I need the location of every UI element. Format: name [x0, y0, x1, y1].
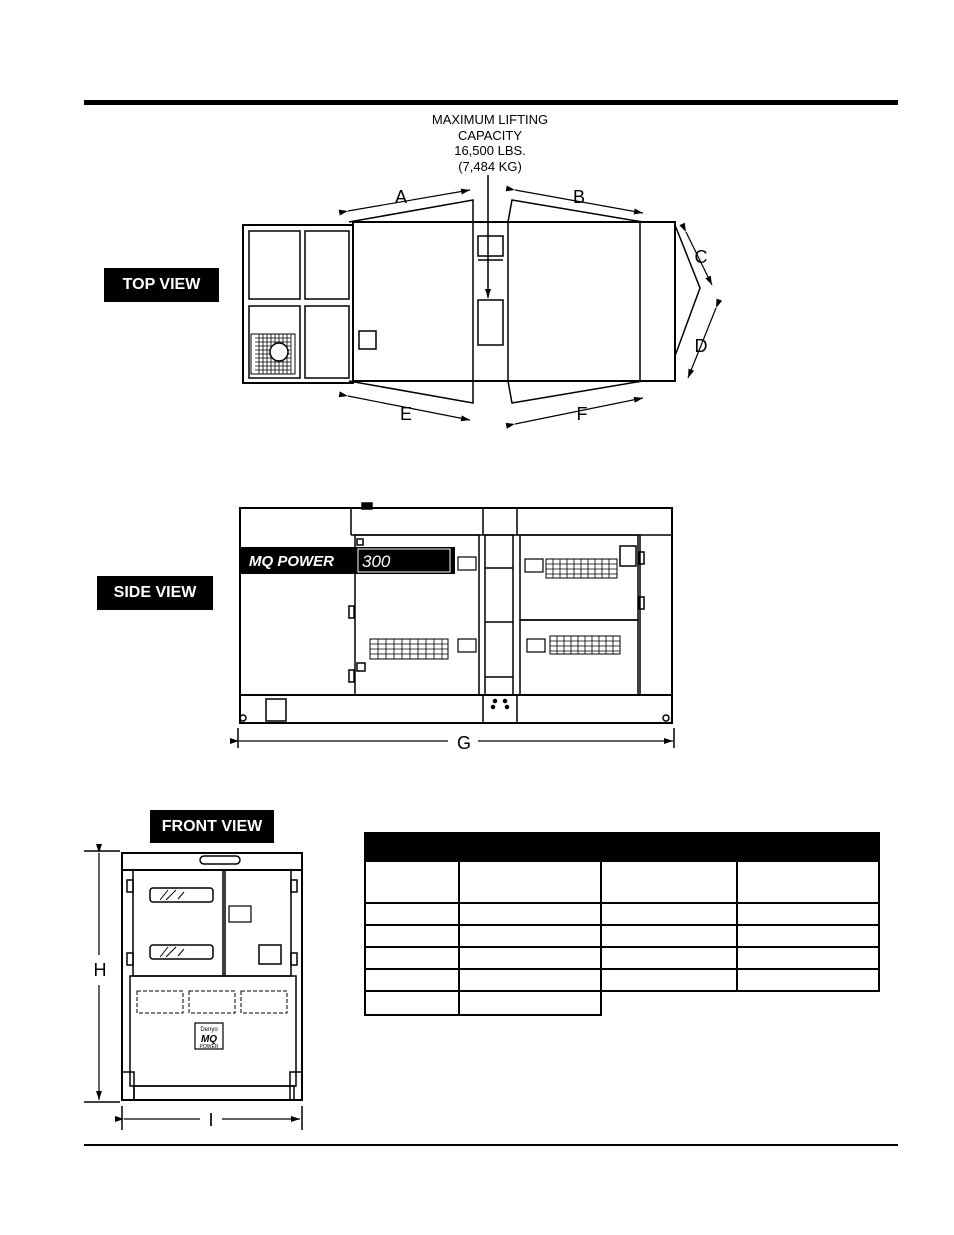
table-cell [365, 925, 459, 947]
table-cell [459, 925, 601, 947]
side-view-label: SIDE VIEW [97, 576, 213, 610]
table-cell [459, 969, 601, 991]
dim-label-h: H [93, 960, 107, 980]
lifting-line-3: 16,500 LBS. [454, 143, 526, 158]
lifting-line-4: (7,484 KG) [458, 158, 522, 174]
table-cell [737, 969, 879, 991]
top-view-drawing [243, 175, 716, 424]
dim-label-g: G [456, 733, 472, 753]
dimension-table [364, 832, 880, 1016]
table-row [365, 861, 879, 903]
lifting-line-1: MAXIMUM LIFTING [431, 112, 549, 127]
front-view-drawing [84, 851, 302, 1130]
dim-label-b: B [572, 187, 586, 207]
table-row [365, 925, 879, 947]
badge-sub-text: POWER [199, 1044, 219, 1050]
table-cell [601, 947, 737, 969]
table-cell [737, 947, 879, 969]
table-cell [459, 991, 601, 1015]
table-cell [365, 903, 459, 925]
table-cell [459, 861, 601, 903]
table-cell [601, 925, 737, 947]
table-row [365, 947, 879, 969]
table-cell [365, 991, 459, 1015]
table-cell [365, 947, 459, 969]
brand-logo: MQ POWER [249, 553, 334, 570]
table-cell [601, 969, 737, 991]
table-cell [365, 861, 459, 903]
table-cell [459, 903, 601, 925]
lifting-line-2: CAPACITY [457, 127, 523, 143]
side-view-drawing [238, 503, 674, 748]
table-cell [459, 947, 601, 969]
table-header [365, 833, 879, 861]
table-row [365, 969, 879, 991]
side-view-logo-band [240, 547, 455, 574]
table-cell [601, 861, 737, 903]
top-view-label: TOP VIEW [104, 268, 219, 302]
dim-label-a: A [394, 187, 408, 207]
dim-label-i: I [208, 1110, 214, 1130]
badge-main-text: MQ [200, 1034, 218, 1045]
dim-label-f: F [576, 404, 588, 424]
table-cell [601, 903, 737, 925]
front-badge [195, 1023, 223, 1050]
table-cell [365, 969, 459, 991]
table-cell [737, 861, 879, 903]
table-row [365, 903, 879, 925]
dim-label-c: C [694, 247, 708, 267]
front-view-label: FRONT VIEW [150, 810, 274, 843]
dim-label-e: E [399, 404, 413, 424]
table-cell [737, 903, 879, 925]
dim-label-d: D [694, 336, 708, 356]
model-number: 300 [362, 552, 391, 571]
table-cell [737, 925, 879, 947]
table-row [365, 991, 879, 1015]
badge-top-text: Denyo [200, 1027, 218, 1033]
table-blank-area [601, 991, 879, 1015]
